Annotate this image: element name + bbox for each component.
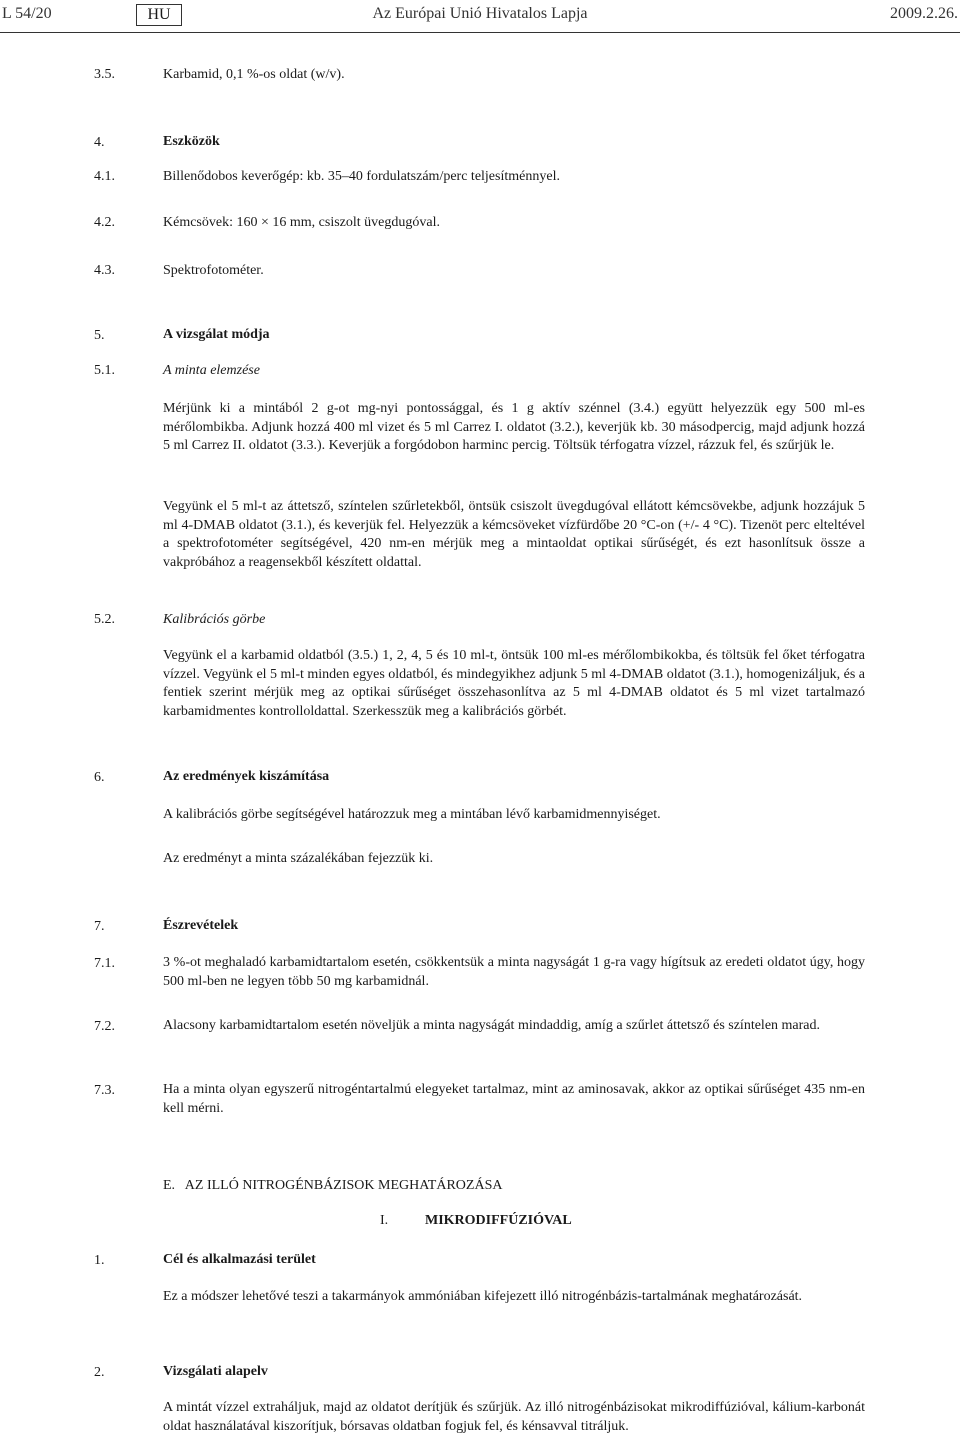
publication-date: 2009.2.26. [890, 5, 958, 22]
chapter-heading: E. AZ ILLÓ NITROGÉNBÁZISOK MEGHATÁROZÁSA [163, 1178, 503, 1193]
item-text: Karbamid, 0,1 %-os oldat (w/v). [163, 67, 345, 82]
header-rule [0, 32, 960, 33]
item-text: Kémcsövek: 160 × 16 mm, csiszolt üvegdugóval. [163, 215, 440, 230]
language-code-box: HU [136, 4, 182, 26]
item-title: A minta elemzése [163, 363, 260, 378]
section-number: 7. [94, 919, 105, 934]
journal-title: Az Európai Unió Hivatalos Lapja [372, 5, 588, 22]
paragraph: Alacsony karbamidtartalom esetén növeljük a minta nagyságát mindaddig, amíg a szűrlet áttetsző és színtelen marad. [163, 1018, 821, 1033]
item-number: 4.2. [94, 215, 115, 230]
page-number: L 54/20 [2, 5, 52, 22]
section-number: 4. [94, 135, 105, 150]
paragraph: Mérjünk ki a mintából 2 g-ot mg-nyi pontossággal, és 1 g aktív szénnel (3.4.) együtt helyezzük egy 500 ml-es mérőlombikba. Adjunk hozzá 400 ml vizet és 5 ml Carrez I. oldatot (3.2.), keverjük kb. 30 másodpercig, majd adjunk hozzá 5 ml Carrez II. oldatot (3.3.). Keverjük a forgódobon harminc percig. Töltsük térfogatra vízzel, rázzuk fel, és szűrjük le. [163, 401, 865, 453]
section-title: Eszközök [163, 134, 220, 149]
section-title: Az eredmények kiszámítása [163, 769, 330, 784]
section-title: A vizsgálat módja [163, 327, 270, 342]
item-title: Kalibrációs görbe [163, 612, 266, 627]
section-number: 5. [94, 328, 105, 343]
section-number: 6. [94, 770, 105, 785]
item-text: Billenődobos keverőgép: kb. 35–40 fordulatszám/perc teljesítménnyel. [163, 169, 560, 184]
paragraph: Ez a módszer lehetővé teszi a takarmányok ammóniában kifejezett illó nitrogénbázis-tartalmának meghatározását. [163, 1289, 803, 1304]
item-number: 4.3. [94, 263, 115, 278]
section-title: Vizsgálati alapelv [163, 1364, 268, 1379]
section-title: Észrevételek [163, 918, 239, 933]
item-number: 7.2. [94, 1019, 115, 1034]
item-number: 7.1. [94, 956, 115, 971]
item-number: 5.2. [94, 612, 115, 627]
paragraph: Az eredményt a minta százalékában fejezzük ki. [163, 851, 434, 866]
paragraph: Vegyünk el 5 ml-t az áttetsző, színtelen szűrletekből, öntsük csiszolt üvegdugóval ellátott kémcsövekbe, adjunk hozzájuk 5 ml 4-DMAB oldatot (3.1.), és keverjük fel. Helyezzük a kémcsöveket vízfürdőbe 20 °C-on (+/- 4 °C). Tizenöt perc elteltével a spektrofotométer segítségével, 420 nm-en mérjük meg a mintaoldat optikai sűrűségét, és ezt hasonlítsuk össze a vakpróbához a reagensekből készített oldattal. [163, 499, 865, 570]
paragraph: Vegyünk el a karbamid oldatból (3.5.) 1, 2, 4, 5 és 10 ml-t, öntsük 100 ml-es mérőlombikokba, és töltsük fel őket térfogatra vízzel. Vegyünk el 5 ml-t minden egyes oldatból, és mindegyikhez adjunk 5 ml 4-DMAB oldatot (3.1.), homogenizáljuk, és a fentiek szerint mérjük meg az optikai sűrűséget összehasonlítva az 5 ml 4-DMAB oldatot és 5 ml vizet tartalmazó karbamidmentes kontrolloldattal. Szerkesszük meg a kalibrációs görbét. [163, 648, 865, 719]
paragraph: A kalibrációs görbe segítségével határozzuk meg a mintában lévő karbamidmennyiséget. [163, 807, 661, 822]
subchapter-number: I. [380, 1213, 389, 1228]
subchapter-title: MIKRODIFFÚZIÓVAL [425, 1213, 572, 1228]
item-number: 3.5. [94, 67, 115, 82]
section-number: 2. [94, 1365, 105, 1380]
item-number: 7.3. [94, 1083, 115, 1098]
item-number: 4.1. [94, 169, 115, 184]
section-title: Cél és alkalmazási terület [163, 1252, 316, 1267]
paragraph: Ha a minta olyan egyszerű nitrogéntartalmú elegyeket tartalmaz, mint az aminosavak, akkor az optikai sűrűséget 435 nm-en kell mérni. [163, 1082, 865, 1116]
paragraph: 3 %-ot meghaladó karbamidtartalom esetén, csökkentsük a minta nagyságát 1 g-ra vagy hígítsuk az eredeti oldatot úgy, hogy 500 ml-ben ne legyen több 50 mg karbamidnál. [163, 955, 865, 989]
item-text: Spektrofotométer. [163, 263, 264, 278]
paragraph: A mintát vízzel extraháljuk, majd az oldatot derítjük és szűrjük. Az illó nitrogénbázisokat mikrodiffúzióval, kálium-karbonát oldat használatával kiszorítjuk, bórsavas oldatban fogjuk fel, és kénsavval titráljuk. [163, 1400, 865, 1434]
section-number: 1. [94, 1253, 105, 1268]
item-number: 5.1. [94, 363, 115, 378]
